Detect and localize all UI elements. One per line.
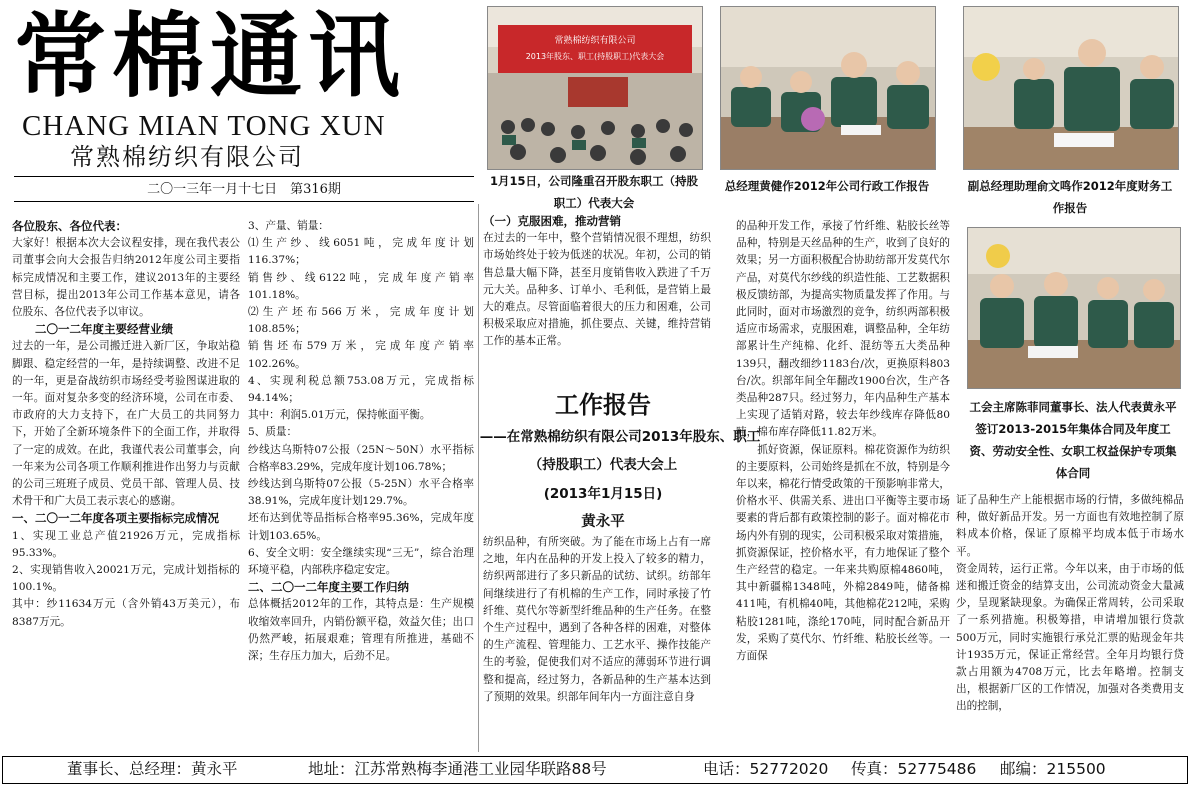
product-development-paragraph: 纺织品种，有所突破。为了能在市场上占有一席之地，年内在品种的开发上投入了较多的精力，纺织两部进行了多只新品的试纺、试织。纺部年间继续进行了有机棉的生产工作，同时承接了竹纤维、莫代尔等新型纤维品种的生产任务。在整个生产过程中，遇到了各种各样的困难，对整体的生产流程、管理能力、工艺水平、操作技能产生的考验，促使我们对不适应的薄弱环节进行调整和提高，经过努力，各新品种的生产基本达到了预期的效果。织部年间年内一方面注意自身 [483,536,711,703]
footer-chairman: 董事长、总经理：黄永平 [67,760,238,778]
production-heading: 3、产量、销量： [248,220,329,232]
cloth-sales: 销售坯布579万米，完成年度产销率102.26%。 [248,340,474,370]
section-heading-work-summary: 二、二〇一二年度主要工作归纳 [248,580,409,595]
indicator-sales: 2、实现销售收入20021万元，完成计划指标的100.1%。 [12,564,240,594]
column-divider [478,204,479,752]
yarn-sales: 销售纱、线6122吨，完成年度产销率101.18%。 [248,271,474,301]
report-subtitle-line1: ——在常熟棉纺织有限公司2013年股东、职工 [479,429,761,445]
photo-caption-contract: 工会主席陈菲同董事长、法人代表黄永平签订2013-2015年集体合同及年度工资、劳动安全性、女职工权益保护专项集体合同 [969,400,1177,480]
issue-line: 二〇一三年一月十七日 第316期 [147,182,341,197]
profit-tax: 4、实现利税总额753.08万元，完成指标94.14%； [248,374,474,405]
footer-contact-bar [2,756,1188,784]
yarn-production: ⑴生产纱、线6051吨，完成年度计划116.37%； [248,237,474,267]
cloth-production: ⑵生产坯布566万米，完成年度计划108.85%； [248,306,474,336]
masthead-rule-top [14,176,474,177]
article-column-3-bottom [483,534,711,754]
masthead-rule-bottom [14,201,474,202]
photo-caption-general-manager: 总经理黄健作2012年公司行政工作报告 [724,179,930,193]
article-column-3-top [483,213,711,383]
section-heading-performance: 二〇一二年度主要经营业绩 [35,322,173,337]
article-column-2 [248,218,474,754]
quality-yarn-5-25: 纱线达到乌斯特07公报（5-25N）水平合格率38.91%，完成年度计划129.7%。 [248,478,474,508]
banner-text-line1: 常熟棉纺织有限公司 [554,36,636,46]
report-author: 黄永平 [581,514,625,530]
banner-text-line2: 2013年股东、职工(持股职工)代表大会 [525,52,665,61]
performance-paragraph: 过去的一年，是公司搬迁进入新厂区，争取站稳脚跟、稳定经营的一年，是持续调整、改进不足的一年，更是奋战纺织市场经受考验图谋进取的一年。面对复杂多变的经济环境，公司在市委、市政府的大力支持下，在广大员工的共同努力下，开始了全新环境条件下的全面工作，并取得了一定的成效。在此，我谨代表公司董事会，向一年来为公司各项工作顺利推进作出努力与贡献的公司三班班子成员、党员干部、管理人员、技术骨干和广大员工表示衷心的感谢。 [12,340,240,508]
article-column-1 [12,218,240,754]
photo-assembly-hall [487,6,703,170]
photo-general-manager-report [720,6,936,170]
capital-turnover-paragraph: 资金周转，运行正常。今年以来，由于市场的低迷和搬迁资金的结算支出，公司流动资金大量减少，呈现紧缺现象。为确保正常周转，公司采取了一系列措施。积极筹措，申请增加银行贷款500万元，同时实施银行承兑汇票的贴现金年共计1935万元，保证正常经营。全年月均银行贷款占用额为4708万元，比去年略增。控制支出，根据新厂区的工作情况，加强对各类费用支出的控制， [956,562,1184,713]
quality-cloth: 坯布达到优等品指标合格率95.36%，完成年度计划103.65%。 [248,512,474,542]
subsection-heading-marketing: （一）克服困难，推动营销 [483,214,621,228]
masthead-title: 常棉通讯 [14,2,407,110]
footer-postcode: 邮编：215500 [1000,760,1106,778]
cotton-resources-paragraph: 抓好资源，保证原料。棉花资源作为纺织的主要原料，公司始终是抓在不放，特别是今年以来，棉花行情受政策的干预影响非常大，价格水平、供需关系、进出口平衡等主要市场要素的背后都有政策控制的影子。面对棉花市场内外有别的现实，公司积极采取对策措施，抓资源保证，控价格水平，有力地保证了整个生产经营的稳定。一年来共购原棉4860吨，其中新疆棉1348吨，外棉2849吨，储备棉411吨，有机棉40吨，其他棉花212吨，采购粘胶1281吨，涤纶170吨，同时配合新品开发，采购了莫代尔、竹纤维、粘胶长丝等。一方面保 [736,443,950,663]
section-heading-indicators: 一、二〇一二年度各项主要指标完成情况 [12,511,219,526]
profit: 其中：利润5.01万元，保持帐面平衡。 [248,409,431,422]
cost-control-paragraph: 证了品种生产上能根据市场的行情，多做纯棉品种，做好新品开发。另一方面也有效地控制了原料成本价格，保证了原棉平均成本低于市场水平。 [956,494,1184,558]
indicator-sales-breakdown: 其中：纱11634万元（含外销43万美元），布8387万元。 [12,598,240,628]
quality-yarn-25-50: 纱线达乌斯特07公报（25N～50N）水平指标合格率83.29%，完成年度计划106.78%； [248,443,474,473]
weaving-paragraph: 的品种开发工作，承接了竹纤维、粘胶长丝等品种，特别是天丝品种的生产，收到了良好的效果；另一方面积极配合协助纺部开发莫代尔产品，对莫代尔纱线的织造性能、工艺数据积极反馈纺部，为提高实物质量发挥了作用。与此同时，面对市场激烈的竞争，纺织两部积极适应市场需求，克服困难，调整品种，全年纺部累计生产纯棉、化纤、混纺等五大类品种139只，翻改细纱1183台/次，更换原料803台/次。织部年间全年翻改1900台次，生产各类品种287只。经过努力，年内品种生产基本上实现了适销对路，较去年纱线库存降低80吨，棉布库存降低11.82万米。 [736,220,950,439]
report-date: (2013年1月15日) [543,486,663,502]
safety: 6、安全文明：安全继续实现“三无”，综合治理环境平稳，内部秩序稳定安定。 [248,546,474,577]
marketing-paragraph: 在过去的一年中，整个营销情况很不理想，纺织市场始终处于较为低迷的状况。年初，公司的销售总量大幅下降，甚至月度销售收入跌进了千万元大关。品种多、订单小、毛利低，是营销上最大的难点。尽管面临着很大的压力和困难，公司积极采取应对措施，抓住要点、关键，维持营销工作的基本正常。 [483,232,711,348]
footer-phone: 电话：52772020 [703,760,829,778]
photo-caption-assembly: 1月15日，公司隆重召开股东职工（持股职工）代表大会 [489,174,698,210]
quality-heading: 5、质量： [248,426,298,439]
masthead-title-english: CHANG MIAN TONG XUN [22,110,386,142]
work-summary-paragraph: 总体概括2012年的工作，其特点是：生产规模收缩效率回升，内销份额平稳，效益欠佳；出口仍然严峻，拓展艰难；管理有所推进，基础不深；生存压力加大，后劲不足。 [248,598,474,663]
photo-finance-report [963,6,1179,170]
photo-caption-finance: 副总经理助理俞文鸣作2012年度财务工作报告 [967,179,1173,215]
report-title: 工作报告 [555,391,651,419]
footer-fax: 传真：52775486 [851,760,977,778]
footer-address: 地址：江苏常熟梅李通港工业园华联路88号 [308,760,607,778]
indicator-output: 1、实现工业总产值21926万元，完成指标95.33%。 [12,529,240,559]
company-name: 常熟棉纺织有限公司 [70,143,304,171]
article-column-4 [736,218,950,754]
report-subtitle-line2: （持股职工）代表大会上 [528,457,678,473]
photo-contract-signing [967,227,1181,389]
article-column-5 [956,492,1184,754]
greeting: 各位股东、各位代表： [12,219,127,233]
intro-paragraph: 大家好！根据本次大会议程安排，现在我代表公司董事会向大会报告归纳2012年度公司主要指标完成情况和主要工作，建议2013年的主要经营目标，提出2013年公司工作基本意见，请各位股东、各位代表予以审议。 [12,237,240,319]
